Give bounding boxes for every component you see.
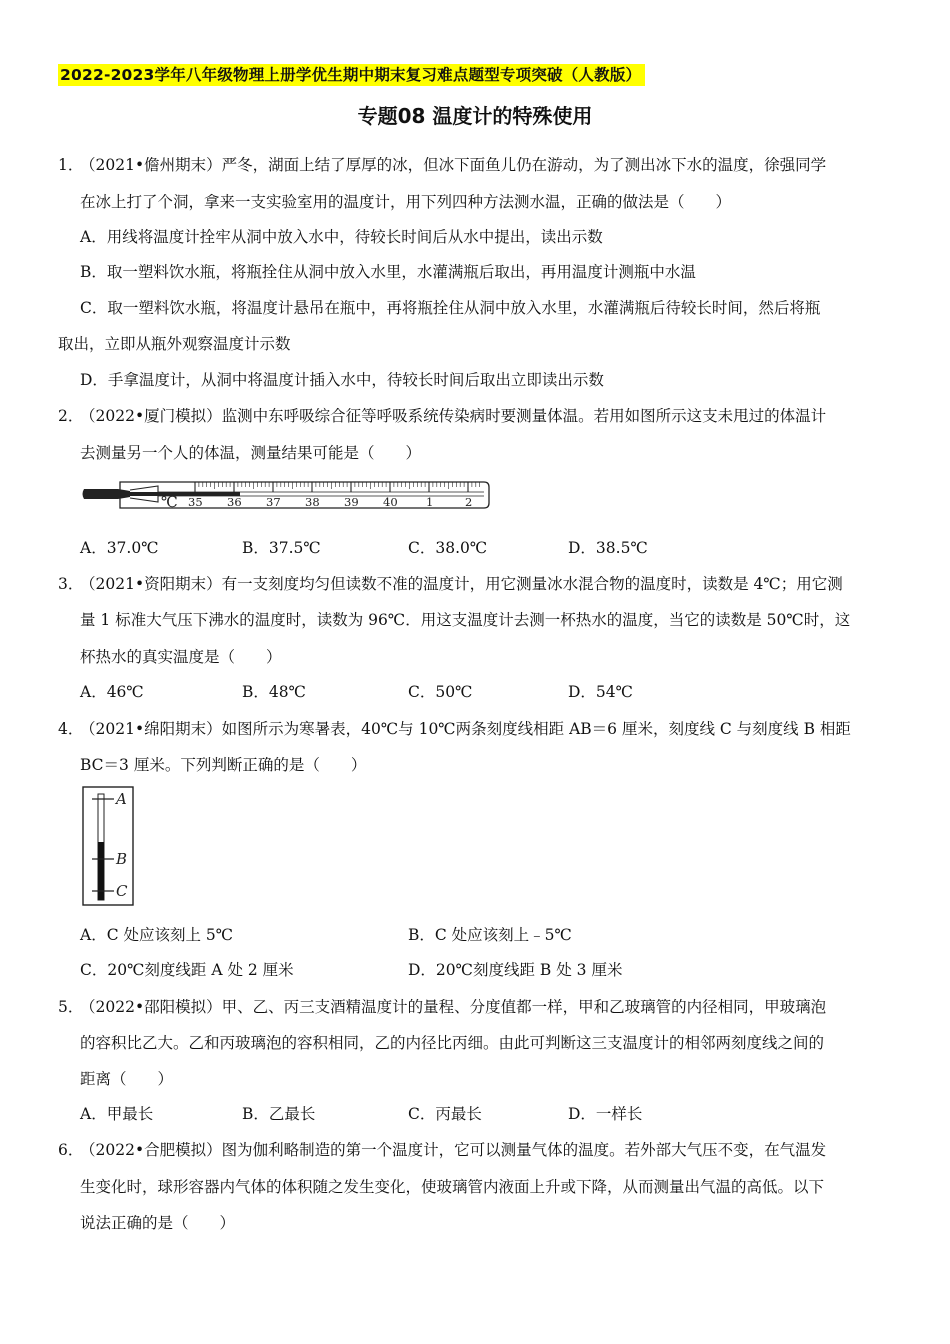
question-text-line: 去测量另一个人的体温，测量结果可能是（ ） [80,444,422,462]
option-b: B．C 处应该刻上﹣5℃ [408,926,572,944]
question-number: 3． [58,575,84,593]
option-a: A．46℃ [80,683,144,701]
scale-tick-label: 36 [227,495,242,509]
question-text-line: 说法正确的是（ ） [80,1214,236,1232]
option-d: D．20℃刻度线距 B 处 3 厘米 [408,961,623,979]
wall-thermometer-figure [80,784,136,908]
option-c: C．20℃刻度线距 A 处 2 厘米 [80,961,294,979]
option-b: B．乙最长 [242,1105,316,1123]
option-a: A．用线将温度计拴牢从洞中放入水中，待较长时间后从水中提出，读出示数 [80,228,603,246]
question-text-line: BC＝3 厘米。下列判断正确的是（ ） [80,756,367,774]
option-b: B．48℃ [242,683,306,701]
question-text-line: 的容积比乙大。乙和丙玻璃泡的容积相同，乙的内径比丙细。由此可判断这三支温度计的相邻两刻度线之间的 [80,1034,825,1052]
scale-tick-label: 38 [305,495,320,509]
question-text-line: 杯热水的真实温度是（ ） [80,648,282,666]
question-text-line: （2021•绵阳期末）如图所示为寒暑表，40℃与 10℃两条刻度线相距 AB＝6 厘米，刻度线 C 与刻度线 B 相距 [80,720,851,738]
question-text-line: （2022•邵阳模拟）甲、乙、丙三支酒精温度计的量程、分度值都一样，甲和乙玻璃管的内径相同，甲玻璃泡 [80,998,827,1016]
mercury-bulb [83,489,131,499]
series-header: 2022-2023学年八年级物理上册学优生期中期末复习难点题型专项突破（人教版） [58,64,645,86]
scale-tick-label: 39 [344,495,359,509]
option-b: B．取一塑料饮水瓶，将瓶拴住从洞中放入水里，水灌满瓶后取出，再用温度计测瓶中水温 [80,263,696,281]
unit-label: ℃ [161,493,178,511]
question-text-line: （2022•厦门模拟）监测中东呼吸综合征等呼吸系统传染病时要测量体温。若用如图所示这支未甩过的体温计 [80,407,827,425]
question-text-line: 生变化时，球形容器内气体的体积随之发生变化，使玻璃管内液面上升或下降，从而测量出气温的高低。以下 [80,1178,825,1196]
option-d: D．38.5℃ [568,539,648,557]
question-text-line: （2022•合肥模拟）图为伽利略制造的第一个温度计，它可以测量气体的温度。若外部大气压不变，在气温发 [80,1141,827,1159]
question-number: 2． [58,407,84,425]
question-number: 5． [58,998,84,1016]
scale-tick-label: 37 [266,495,281,509]
scale-tick-label: 35 [188,495,203,509]
question-text-line: 在冰上打了个洞，拿来一支实验室用的温度计，用下列四种方法测水温，正确的做法是（ ） [80,193,732,211]
clinical-thermometer-figure [80,476,492,512]
option-d: D．手拿温度计，从洞中将温度计插入水中，待较长时间后取出立即读出示数 [80,371,604,389]
question-text-line: （2021•儋州期末）严冬，湖面上结了厚厚的冰，但冰下面鱼儿仍在游动，为了测出冰下水的温度，徐强同学 [80,156,827,174]
mercury-column [130,492,240,496]
option-d: D．54℃ [568,683,633,701]
mark-b-label: B [116,850,128,868]
option-a: A．甲最长 [80,1105,154,1123]
scale-tick-label: 1 [426,495,434,509]
question-number: 1． [58,156,84,174]
option-c: C．38.0℃ [408,539,488,557]
question-number: 4． [58,720,84,738]
page-title: 专题08 温度计的特殊使用 [357,104,593,128]
option-c: C．丙最长 [408,1105,482,1123]
option-a: A．37.0℃ [80,539,159,557]
question-text-line: 量 1 标准大气压下沸水的温度时，读数为 96℃．用这支温度计去测一杯热水的温度，当它的读数是 50℃时，这 [80,611,851,629]
mark-c-label: C [116,882,128,900]
option-a: A．C 处应该刻上 5℃ [80,926,234,944]
option-b: B．37.5℃ [242,539,321,557]
question-number: 6． [58,1141,84,1159]
scale-tick-label: 2 [465,495,473,509]
option-c: C．取一塑料饮水瓶，将温度计悬吊在瓶中，再将瓶拴住从洞中放入水里，水灌满瓶后待较长时间，然后将瓶 [80,299,821,317]
scale-tick-label: 40 [383,495,398,509]
question-text-line: 距离（ ） [80,1070,174,1088]
mark-a-label: A [116,790,127,808]
option-d: D．一样长 [568,1105,643,1123]
question-text-line: （2021•资阳期末）有一支刻度均匀但读数不准的温度计，用它测量冰水混合物的温度时，读数是 4℃；用它测 [80,575,843,593]
option-c-continued: 取出，立即从瓶外观察温度计示数 [58,335,291,353]
option-c: C．50℃ [408,683,473,701]
